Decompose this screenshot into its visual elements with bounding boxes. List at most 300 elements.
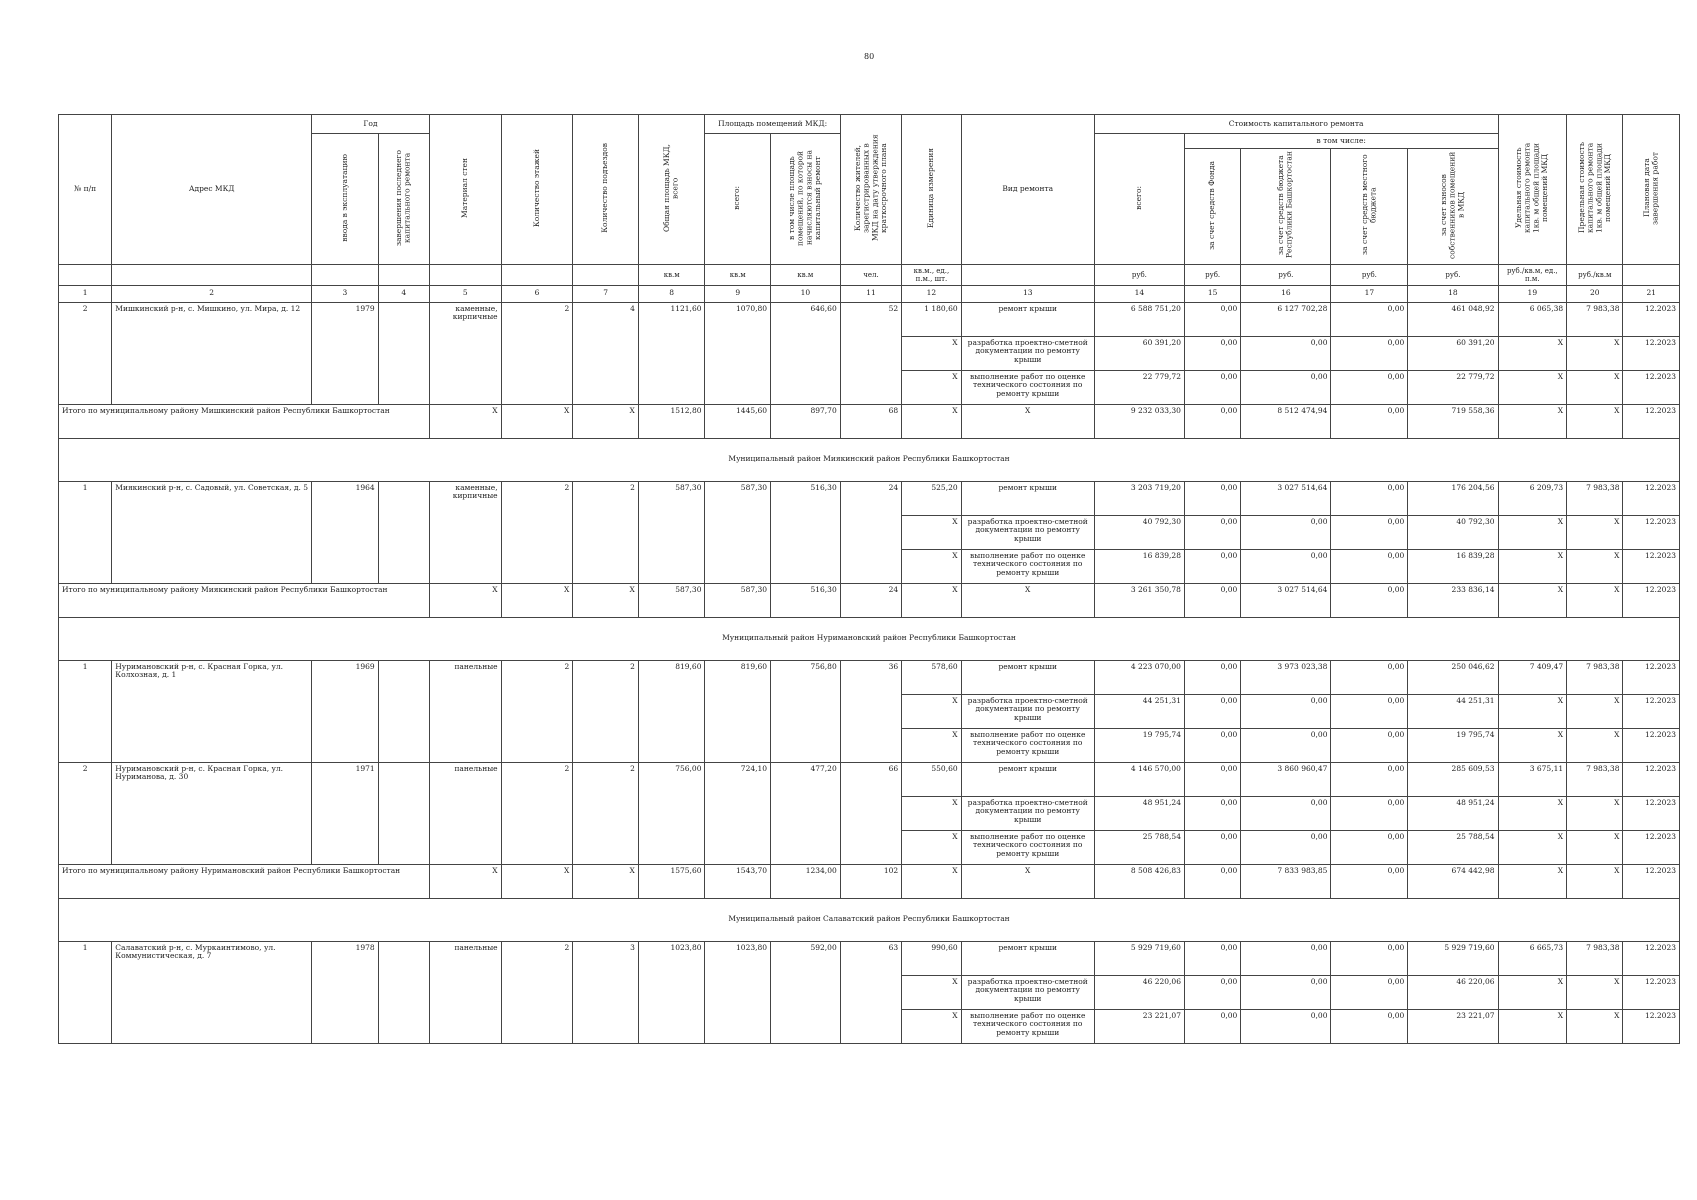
work-unit-cost: X [1498, 796, 1567, 830]
work-local: 0,00 [1331, 728, 1408, 762]
header-entrances: Количество подъездов [573, 115, 639, 265]
column-number: 14 [1094, 285, 1184, 302]
work-max-cost: 7 983,38 [1567, 302, 1623, 336]
total-type: X [961, 583, 1094, 617]
unit-cell: кв.м [705, 264, 771, 285]
total-fund: 0,00 [1184, 864, 1240, 898]
work-local: 0,00 [1331, 481, 1408, 515]
work-republic: 0,00 [1241, 728, 1331, 762]
house-wall-material: панельные [429, 941, 501, 1043]
column-number: 17 [1331, 285, 1408, 302]
work-owners: 461 048,92 [1408, 302, 1498, 336]
work-max-cost: X [1567, 336, 1623, 370]
unit-cell: руб./кв.м, ед., п.м. [1498, 264, 1567, 285]
work-fund: 0,00 [1184, 975, 1240, 1009]
house-number: 1 [59, 941, 112, 1043]
work-type: ремонт крыши [961, 302, 1094, 336]
house-wall-material: панельные [429, 660, 501, 762]
work-fund: 0,00 [1184, 549, 1240, 583]
work-fund: 0,00 [1184, 796, 1240, 830]
work-measure: 550,60 [902, 762, 961, 796]
work-measure: X [902, 515, 961, 549]
column-number: 13 [961, 285, 1094, 302]
work-fund: 0,00 [1184, 336, 1240, 370]
total-measure: X [902, 404, 961, 438]
work-deadline: 12.2023 [1623, 302, 1680, 336]
column-number: 3 [312, 285, 379, 302]
house-floors: 2 [501, 941, 573, 1043]
total-premises-repair: 516,30 [771, 583, 841, 617]
work-local: 0,00 [1331, 515, 1408, 549]
work-total: 44 251,31 [1094, 694, 1184, 728]
house-address: Нуримановский р-н, с. Красная Горка, ул. Колхозная, д. 1 [112, 660, 312, 762]
work-measure: X [902, 694, 961, 728]
total-premises-repair: 897,70 [771, 404, 841, 438]
work-local: 0,00 [1331, 694, 1408, 728]
total-republic: 8 512 474,94 [1241, 404, 1331, 438]
work-unit-cost: X [1498, 515, 1567, 549]
work-deadline: 12.2023 [1623, 336, 1680, 370]
table-row [59, 941, 1680, 975]
total-entrances: X [573, 404, 639, 438]
total-total: 9 232 033,30 [1094, 404, 1184, 438]
work-type: выполнение работ по оценке технического состояния по ремонту крыши [961, 370, 1094, 404]
column-number: 6 [501, 285, 573, 302]
house-last-repair [378, 941, 429, 1043]
table-row [59, 302, 1680, 336]
house-floors: 2 [501, 762, 573, 864]
work-owners: 44 251,31 [1408, 694, 1498, 728]
work-owners: 285 609,53 [1408, 762, 1498, 796]
work-deadline: 12.2023 [1623, 481, 1680, 515]
header-total-area: Общая площадь МКД, всего [638, 115, 705, 265]
work-owners: 16 839,28 [1408, 549, 1498, 583]
column-number: 11 [840, 285, 901, 302]
total-wall: X [429, 864, 501, 898]
house-year: 1979 [312, 302, 379, 404]
work-fund: 0,00 [1184, 1009, 1240, 1043]
house-premises-repair: 477,20 [771, 762, 841, 864]
work-type: ремонт крыши [961, 762, 1094, 796]
work-unit-cost: 3 675,11 [1498, 762, 1567, 796]
total-premises-repair: 1234,00 [771, 864, 841, 898]
work-republic: 0,00 [1241, 975, 1331, 1009]
header-premises-group: Площадь помещений МКД: [705, 115, 840, 134]
header-year-last-repair: завершения последнего капитального ремонта [378, 134, 429, 265]
house-total-area: 1023,80 [638, 941, 705, 1043]
total-measure: X [902, 864, 961, 898]
work-unit-cost: X [1498, 549, 1567, 583]
work-republic: 0,00 [1241, 549, 1331, 583]
header-residents: Количество жителей, зарегистрированных в МКД на дату утверждения краткосрочного плана [840, 115, 901, 265]
house-address: Салаватский р-н, с. Муркаинтимово, ул. Коммунистическая, д. 7 [112, 941, 312, 1043]
house-year: 1969 [312, 660, 379, 762]
work-type: выполнение работ по оценке технического состояния по ремонту крыши [961, 549, 1094, 583]
unit-cell: руб. [1184, 264, 1240, 285]
work-total: 19 795,74 [1094, 728, 1184, 762]
house-year: 1978 [312, 941, 379, 1043]
house-premises: 587,30 [705, 481, 771, 583]
column-number: 10 [771, 285, 841, 302]
column-number: 12 [902, 285, 961, 302]
work-measure: X [902, 370, 961, 404]
house-address: Мишкинский р-н, с. Мишкино, ул. Мира, д. 12 [112, 302, 312, 404]
work-total: 4 223 070,00 [1094, 660, 1184, 694]
section-title: Муниципальный район Салаватский район Республики Башкортостан [59, 898, 1680, 941]
unit-cell: руб. [1408, 264, 1498, 285]
work-max-cost: 7 983,38 [1567, 762, 1623, 796]
unit-cell: кв.м [771, 264, 841, 285]
house-residents: 63 [840, 941, 901, 1043]
unit-cell: кв.м [638, 264, 705, 285]
header-deadline: Плановая дата завершения работ [1623, 115, 1680, 265]
section-row [59, 438, 1680, 481]
house-total-area: 587,30 [638, 481, 705, 583]
work-max-cost: X [1567, 728, 1623, 762]
work-max-cost: 7 983,38 [1567, 660, 1623, 694]
work-measure: 525,20 [902, 481, 961, 515]
work-republic: 3 973 023,38 [1241, 660, 1331, 694]
house-last-repair [378, 481, 429, 583]
work-republic: 0,00 [1241, 515, 1331, 549]
total-label: Итого по муниципальному району Мишкинский район Республики Башкортостан [59, 404, 430, 438]
work-total: 22 779,72 [1094, 370, 1184, 404]
work-republic: 3 860 960,47 [1241, 762, 1331, 796]
unit-cell: кв.м., ед., п.м., шт. [902, 264, 961, 285]
work-local: 0,00 [1331, 975, 1408, 1009]
total-row [59, 583, 1680, 617]
work-republic: 0,00 [1241, 1009, 1331, 1043]
work-republic: 0,00 [1241, 370, 1331, 404]
work-republic: 0,00 [1241, 830, 1331, 864]
work-local: 0,00 [1331, 830, 1408, 864]
table-row [59, 762, 1680, 796]
house-total-area: 756,00 [638, 762, 705, 864]
header-unit-cost: Удельная стоимость капитального ремонта 1кв. м общей площади помещений МКД [1498, 115, 1567, 265]
column-number: 15 [1184, 285, 1240, 302]
work-total: 40 792,30 [1094, 515, 1184, 549]
header-repair-type: Вид ремонта [961, 115, 1094, 265]
work-owners: 19 795,74 [1408, 728, 1498, 762]
work-unit-cost: 6 065,38 [1498, 302, 1567, 336]
header-year-commission: ввода в эксплуатацию [312, 134, 379, 265]
work-fund: 0,00 [1184, 694, 1240, 728]
house-premises-repair: 516,30 [771, 481, 841, 583]
work-type: выполнение работ по оценке технического состояния по ремонту крыши [961, 1009, 1094, 1043]
total-row [59, 404, 1680, 438]
house-number: 1 [59, 660, 112, 762]
column-number: 21 [1623, 285, 1680, 302]
work-unit-cost: 6 209,73 [1498, 481, 1567, 515]
work-owners: 60 391,20 [1408, 336, 1498, 370]
work-owners: 48 951,24 [1408, 796, 1498, 830]
header-wall-material: Материал стен [429, 115, 501, 265]
house-residents: 36 [840, 660, 901, 762]
total-fund: 0,00 [1184, 583, 1240, 617]
work-republic: 0,00 [1241, 336, 1331, 370]
house-residents: 66 [840, 762, 901, 864]
total-premises: 1445,60 [705, 404, 771, 438]
house-number: 2 [59, 762, 112, 864]
house-address: Нуримановский р-н, с. Красная Горка, ул. Нуриманова, д. 30 [112, 762, 312, 864]
work-fund: 0,00 [1184, 762, 1240, 796]
house-floors: 2 [501, 481, 573, 583]
total-max-cost: X [1567, 583, 1623, 617]
work-measure: 990,60 [902, 941, 961, 975]
header-cost-total: всего: [1094, 134, 1184, 265]
work-local: 0,00 [1331, 549, 1408, 583]
work-fund: 0,00 [1184, 515, 1240, 549]
work-local: 0,00 [1331, 762, 1408, 796]
house-residents: 24 [840, 481, 901, 583]
work-unit-cost: X [1498, 728, 1567, 762]
work-unit-cost: X [1498, 1009, 1567, 1043]
total-premises: 587,30 [705, 583, 771, 617]
work-republic: 0,00 [1241, 694, 1331, 728]
house-premises-repair: 592,00 [771, 941, 841, 1043]
work-type: ремонт крыши [961, 660, 1094, 694]
unit-cell: руб. [1331, 264, 1408, 285]
work-unit-cost: X [1498, 694, 1567, 728]
work-fund: 0,00 [1184, 302, 1240, 336]
total-owners: 233 836,14 [1408, 583, 1498, 617]
work-owners: 23 221,07 [1408, 1009, 1498, 1043]
header-cost-owners: за счет взносов собственников помещений в МКД [1408, 149, 1498, 265]
total-unit-cost: X [1498, 864, 1567, 898]
work-deadline: 12.2023 [1623, 370, 1680, 404]
work-max-cost: X [1567, 796, 1623, 830]
header-cost-group: Стоимость капитального ремонта [1094, 115, 1498, 134]
work-type: выполнение работ по оценке технического состояния по ремонту крыши [961, 728, 1094, 762]
header-measure-unit: Единица измерения [902, 115, 961, 265]
house-entrances: 2 [573, 762, 639, 864]
work-owners: 40 792,30 [1408, 515, 1498, 549]
total-wall: X [429, 583, 501, 617]
house-entrances: 4 [573, 302, 639, 404]
house-entrances: 2 [573, 481, 639, 583]
work-deadline: 12.2023 [1623, 694, 1680, 728]
work-type: разработка проектно-сметной документации по ремонту крыши [961, 515, 1094, 549]
work-measure: X [902, 336, 961, 370]
work-fund: 0,00 [1184, 370, 1240, 404]
work-unit-cost: 7 409,47 [1498, 660, 1567, 694]
column-number: 5 [429, 285, 501, 302]
header-row-1 [59, 115, 1680, 134]
column-number: 7 [573, 285, 639, 302]
total-max-cost: X [1567, 864, 1623, 898]
house-premises-repair: 646,60 [771, 302, 841, 404]
work-type: разработка проектно-сметной документации по ремонту крыши [961, 796, 1094, 830]
house-premises-repair: 756,80 [771, 660, 841, 762]
work-type: выполнение работ по оценке технического состояния по ремонту крыши [961, 830, 1094, 864]
work-owners: 46 220,06 [1408, 975, 1498, 1009]
house-premises: 1070,80 [705, 302, 771, 404]
house-wall-material: каменные, кирпичные [429, 302, 501, 404]
house-number: 1 [59, 481, 112, 583]
total-residents: 102 [840, 864, 901, 898]
house-address: Миякинский р-н, с. Садовый, ул. Советская, д. 5 [112, 481, 312, 583]
total-entrances: X [573, 583, 639, 617]
work-deadline: 12.2023 [1623, 975, 1680, 1009]
work-fund: 0,00 [1184, 660, 1240, 694]
house-last-repair [378, 302, 429, 404]
section-title: Муниципальный район Нуримановский район Республики Башкортостан [59, 617, 1680, 660]
house-floors: 2 [501, 660, 573, 762]
work-type: разработка проектно-сметной документации по ремонту крыши [961, 975, 1094, 1009]
house-premises: 724,10 [705, 762, 771, 864]
header-num: № п/п [59, 115, 112, 265]
work-local: 0,00 [1331, 370, 1408, 404]
work-deadline: 12.2023 [1623, 728, 1680, 762]
header-year-group: Год [312, 115, 430, 134]
work-owners: 22 779,72 [1408, 370, 1498, 404]
work-deadline: 12.2023 [1623, 515, 1680, 549]
work-unit-cost: X [1498, 975, 1567, 1009]
work-unit-cost: X [1498, 830, 1567, 864]
work-owners: 176 204,56 [1408, 481, 1498, 515]
total-type: X [961, 864, 1094, 898]
column-numbers-row [59, 285, 1680, 302]
work-max-cost: X [1567, 975, 1623, 1009]
total-owners: 674 442,98 [1408, 864, 1498, 898]
work-type: разработка проектно-сметной документации по ремонту крыши [961, 694, 1094, 728]
work-local: 0,00 [1331, 796, 1408, 830]
total-republic: 7 833 983,85 [1241, 864, 1331, 898]
house-premises: 1023,80 [705, 941, 771, 1043]
work-total: 60 391,20 [1094, 336, 1184, 370]
house-floors: 2 [501, 302, 573, 404]
work-type: ремонт крыши [961, 481, 1094, 515]
work-deadline: 12.2023 [1623, 762, 1680, 796]
work-total: 46 220,06 [1094, 975, 1184, 1009]
work-total: 6 588 751,20 [1094, 302, 1184, 336]
house-total-area: 1121,60 [638, 302, 705, 404]
work-total: 25 788,54 [1094, 830, 1184, 864]
total-total-area: 1575,60 [638, 864, 705, 898]
house-year: 1964 [312, 481, 379, 583]
work-fund: 0,00 [1184, 481, 1240, 515]
house-entrances: 3 [573, 941, 639, 1043]
header-max-cost: Предельная стоимость капитального ремонта 1кв. м общей площади помещений МКД [1567, 115, 1623, 265]
page-number: 80 [864, 52, 875, 61]
work-max-cost: X [1567, 515, 1623, 549]
total-label: Итого по муниципальному району Нуримановский район Республики Башкортостан [59, 864, 430, 898]
work-measure: X [902, 796, 961, 830]
total-local: 0,00 [1331, 583, 1408, 617]
house-last-repair [378, 660, 429, 762]
column-number: 1 [59, 285, 112, 302]
total-deadline: 12.2023 [1623, 864, 1680, 898]
total-unit-cost: X [1498, 583, 1567, 617]
total-total: 8 508 426,83 [1094, 864, 1184, 898]
house-total-area: 819,60 [638, 660, 705, 762]
header-cost-republic: за счет средств бюджета Республики Башкортостан [1241, 149, 1331, 265]
total-premises: 1543,70 [705, 864, 771, 898]
work-republic: 3 027 514,64 [1241, 481, 1331, 515]
work-local: 0,00 [1331, 660, 1408, 694]
column-number: 18 [1408, 285, 1498, 302]
work-max-cost: X [1567, 1009, 1623, 1043]
total-unit-cost: X [1498, 404, 1567, 438]
table-row [59, 481, 1680, 515]
work-max-cost: X [1567, 694, 1623, 728]
house-last-repair [378, 762, 429, 864]
work-owners: 25 788,54 [1408, 830, 1498, 864]
total-measure: X [902, 583, 961, 617]
work-measure: X [902, 1009, 961, 1043]
work-type: ремонт крыши [961, 941, 1094, 975]
header-premises-repair: в том числе площадь помещений, по которой начисляются взносы на капитальный ремонт [771, 134, 841, 265]
work-total: 23 221,07 [1094, 1009, 1184, 1043]
header-cost-incl: в том числе: [1184, 134, 1498, 149]
total-residents: 24 [840, 583, 901, 617]
total-total-area: 1512,80 [638, 404, 705, 438]
work-max-cost: 7 983,38 [1567, 481, 1623, 515]
work-measure: 578,60 [902, 660, 961, 694]
total-label: Итого по муниципальному району Миякинский район Республики Башкортостан [59, 583, 430, 617]
work-deadline: 12.2023 [1623, 941, 1680, 975]
total-floors: X [501, 864, 573, 898]
header-cost-fund: за счет средств Фонда [1184, 149, 1240, 265]
section-row [59, 898, 1680, 941]
work-owners: 5 929 719,60 [1408, 941, 1498, 975]
header-address: Адрес МКД [112, 115, 312, 265]
work-type: разработка проектно-сметной документации по ремонту крыши [961, 336, 1094, 370]
total-wall: X [429, 404, 501, 438]
total-owners: 719 558,36 [1408, 404, 1498, 438]
house-residents: 52 [840, 302, 901, 404]
total-floors: X [501, 583, 573, 617]
work-measure: X [902, 549, 961, 583]
header-cost-local: за счет средств местного бюджета [1331, 149, 1408, 265]
work-measure: X [902, 830, 961, 864]
column-number: 20 [1567, 285, 1623, 302]
unit-cell: руб. [1241, 264, 1331, 285]
house-number: 2 [59, 302, 112, 404]
work-fund: 0,00 [1184, 830, 1240, 864]
house-entrances: 2 [573, 660, 639, 762]
total-fund: 0,00 [1184, 404, 1240, 438]
units-row [59, 264, 1680, 285]
column-number: 9 [705, 285, 771, 302]
work-deadline: 12.2023 [1623, 796, 1680, 830]
total-floors: X [501, 404, 573, 438]
total-max-cost: X [1567, 404, 1623, 438]
work-unit-cost: 6 665,73 [1498, 941, 1567, 975]
total-residents: 68 [840, 404, 901, 438]
work-deadline: 12.2023 [1623, 1009, 1680, 1043]
section-title: Муниципальный район Миякинский район Республики Башкортостан [59, 438, 1680, 481]
total-local: 0,00 [1331, 864, 1408, 898]
work-republic: 6 127 702,28 [1241, 302, 1331, 336]
house-wall-material: каменные, кирпичные [429, 481, 501, 583]
work-max-cost: 7 983,38 [1567, 941, 1623, 975]
column-number: 8 [638, 285, 705, 302]
work-max-cost: X [1567, 549, 1623, 583]
work-local: 0,00 [1331, 941, 1408, 975]
work-total: 16 839,28 [1094, 549, 1184, 583]
work-total: 3 203 719,20 [1094, 481, 1184, 515]
work-local: 0,00 [1331, 1009, 1408, 1043]
work-deadline: 12.2023 [1623, 830, 1680, 864]
work-local: 0,00 [1331, 302, 1408, 336]
capital-repair-table [58, 114, 1680, 1044]
column-number: 16 [1241, 285, 1331, 302]
total-deadline: 12.2023 [1623, 583, 1680, 617]
work-fund: 0,00 [1184, 728, 1240, 762]
work-republic: 0,00 [1241, 796, 1331, 830]
column-number: 4 [378, 285, 429, 302]
